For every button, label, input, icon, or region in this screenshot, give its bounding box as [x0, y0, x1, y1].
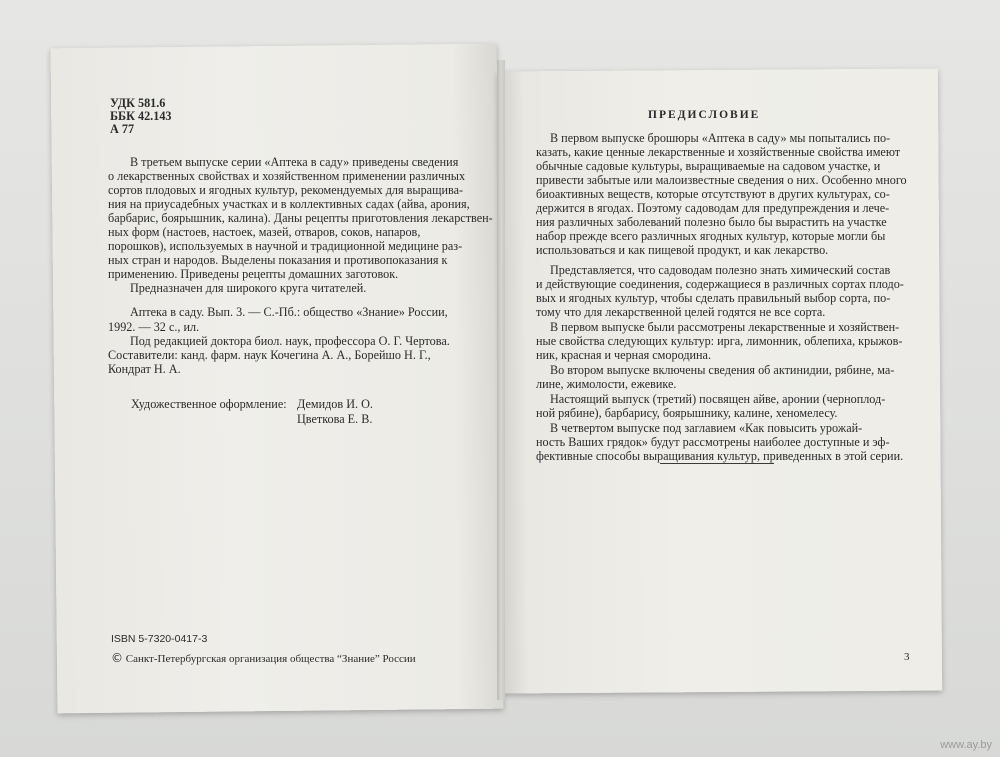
page-number: 3	[904, 651, 910, 663]
preface-line: биоактивных веществ, которые отсутствуют в других культурах, со-	[536, 187, 890, 201]
copyright-line	[111, 651, 416, 666]
udk-code: УДК 581.6	[110, 96, 166, 110]
book-spine	[497, 60, 505, 700]
editor-line: Кондрат Н. А.	[108, 362, 181, 376]
preface-line: Представляется, что садоводам полезно знать химический состав	[550, 263, 891, 277]
annotation-line: о лекарственных свойствах и хозяйственном применении различных	[108, 169, 466, 183]
annotation-line: Предназначен для широкого круга читателей.	[130, 281, 367, 295]
citation-line: 1992. — 32 с., ил.	[108, 320, 200, 334]
art-designer-name: Демидов И. О.	[297, 397, 373, 411]
bbk-code: ББК 42.143	[110, 109, 172, 123]
copyright-symbol: ©	[111, 651, 123, 665]
editor-line: Под редакцией доктора биол. наук, профессора О. Г. Чертова.	[130, 334, 450, 348]
annotation-line: ных форм (настоев, настоек, мазей, отваров, соков, напаров,	[108, 225, 421, 239]
preface-line: привести забытые или малоизвестные сведения о них. Особенно много	[536, 173, 907, 187]
author-mark: А 77	[110, 122, 135, 136]
preface-line: В четвертом выпуске под заглавием «Как повысить урожай-	[550, 421, 863, 435]
preface-line: использоваться и как пищевой продукт, и как лекарство.	[536, 243, 829, 257]
section-divider	[660, 463, 774, 464]
preface-line: фективные способы выращивания культур, приведенных в этой серии.	[536, 449, 904, 463]
preface-line: обычные садовые культуры, выращиваемые на садовом участке, и	[536, 159, 881, 173]
preface-line: держится в ягодах. Поэтому садоводам для предупреждения и лече-	[536, 201, 890, 215]
preface-line: лине, жимолости, ежевике.	[536, 377, 677, 391]
preface-line: тому что для лекарственной целей годятся не все сорта.	[536, 305, 826, 319]
annotation-line: порошков), используемых в научной и традиционной медицине раз-	[108, 239, 463, 253]
preface-line: В первом выпуске были рассмотрены лекарственные и хозяйствен-	[550, 320, 900, 334]
art-designer-name: Цветкова Е. В.	[297, 412, 373, 426]
preface-line: ник, красная и черная смородина.	[536, 348, 712, 362]
preface-line: В первом выпуске брошюры «Аптека в саду» мы попытались по-	[550, 131, 891, 145]
art-design-label: Художественное оформление:	[131, 397, 287, 411]
preface-line: Во втором выпуске включены сведения об актинидии, рябине, ма-	[550, 363, 895, 377]
preface-heading: ПРЕДИСЛОВИЕ	[648, 109, 761, 121]
watermark: www.ay.by	[940, 739, 992, 751]
annotation-line: барбарис, боярышник, калина). Даны рецепты приготовления лекарствен-	[108, 211, 493, 225]
annotation-line: сортов плодовых и ягодных культур, рекомендуемых для выращива-	[108, 183, 464, 197]
preface-line: вых и ягодных культур, чтобы сделать правильный выбор сорта, по-	[536, 291, 891, 305]
copyright-text: Санкт-Петербургская организация общества “Знание” России	[125, 653, 416, 665]
isbn: ISBN 5-7320-0417-3	[111, 633, 208, 645]
annotation-line: В третьем выпуске серии «Аптека в саду» приведены сведения	[130, 155, 459, 169]
citation-line: Аптека в саду. Вып. 3. — С.-Пб.: общество «Знание» России,	[130, 305, 448, 319]
preface-line: и действующие соединения, содержащиеся в различных сортах плодо-	[536, 277, 904, 291]
preface-line: ной рябине), барбарису, боярышнику, калине, хеномелесу.	[536, 406, 838, 420]
preface-line: казать, какие ценные лекарственные и хозяйственные свойства имеют	[536, 145, 901, 159]
annotation-line: ния на приусадебных участках и в коллективных садах (айва, арония,	[108, 197, 470, 211]
preface-line: ность Ваших грядок» будут рассмотрены наиболее доступные и эф-	[536, 435, 890, 449]
annotation-line: применению. Приведены рецепты домашних заготовок.	[108, 267, 399, 281]
editor-line: Составители: канд. фарм. наук Кочегина А. А., Борейшо Н. Г.,	[108, 348, 431, 362]
preface-line: ния различных заболеваний полезно было бы вырастить на участке	[536, 215, 887, 229]
annotation-line: ных стран и народов. Выделены показания и противопоказания к	[108, 253, 448, 267]
preface-line: Настоящий выпуск (третий) посвящен айве, аронии (черноплод-	[550, 392, 886, 406]
preface-line: ные свойства следующих культур: ирга, лимонник, облепиха, крыжов-	[536, 334, 903, 348]
left-page	[51, 44, 504, 714]
preface-line: набор прежде всего различных ягодных культур, которые могли бы	[536, 229, 886, 243]
